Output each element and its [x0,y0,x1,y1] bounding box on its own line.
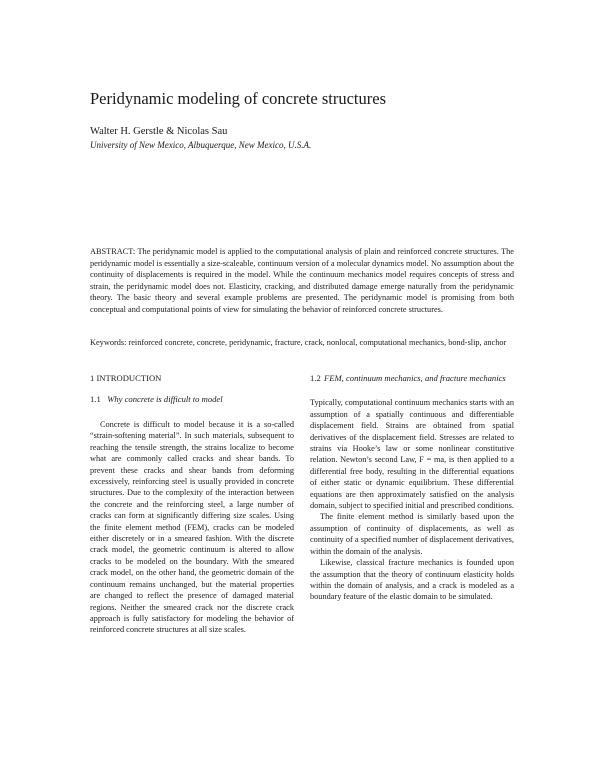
left-column [90,373,294,636]
subsection-title: FEM, continuum mechanics, and fracture mechanics [324,373,506,383]
section-heading-introduction: 1 INTRODUCTION [90,373,162,383]
author-names: Walter H. Gerstle & Nicolas Sau [90,126,228,137]
subsection-number: 1.2 [310,373,321,383]
author-affiliation: University of New Mexico, Albuquerque, New Mexico, U.S.A. [90,140,312,150]
subsection-heading-1-2 [310,373,514,384]
body-paragraph: Likewise, classical fracture mechanics is founded upon the assumption that the theory of continuum elasticity holds within the domain of analysis, and a crack is modeled as a boundary feature of the elastic domain to be simulated. [310,558,514,602]
subsection-heading-1-1 [90,394,294,405]
subsection-title: Why concrete is difficult to model [107,394,223,404]
body-paragraph: Concrete is difficult to model because it is a so-called “strain-softening material”. In such materials, subsequent to reaching the tensile strength, the strains localize to become what are commonly called cracks and shear bands. To prevent these cracks and shear bands from deforming excessively, reinforcing steel is usually provided in concrete structures. Due to the complexity of the interaction between the concrete and the reinforcing steel, a large number of cracks can form at significantly differing size scales. Using the finite element method (FEM), cracks can be modeled either discretely or in a smeared fashion. With the discrete crack model, the geometric continuum is altered to allow cracks to be modeled on the boundary. With the smeared crack model, on the other hand, the geometric domain of the continuum remains unchanged, but the material properties are changed to reflect the presence of damaged material regions. Neither the smeared crack nor the discrete crack approach is fully satisfactory for modeling the behavior of reinforced concrete structures at all size scales. [90,420,294,635]
abstract: ABSTRACT: The peridynamic model is applied to the computational analysis of plain and reinforced concrete structures. The peridynamic model is essentially a size-scaleable, continuum version of a molecular dynamics model. No assumption about the continuity of displacements is required in the model. While the continuum mechanics model requires concepts of stress and strain, the peridynamic model does not. Elasticity, cracking, and distributed damage emerge naturally from the peridynamic theory. The basic theory and several example problems are presented. The peridynamic model is promising from both conceptual and computational points of view for simulating the behavior of reinforced concrete structures. [90,247,514,314]
paper-title: Peridynamic modeling of concrete structures [90,89,386,108]
right-column [310,373,514,603]
body-paragraph: Typically, computational continuum mechanics starts with an assumption of a spatially continuous and differentiable displacement field. Strains are obtained from spatial derivatives of the displacement field. Stresses are related to strains via Hooke’s law or some nonlinear constitutive relation. Newton’s second Law, F = ma, is then applied to a differential free body, resulting in the differential equations of either static or dynamic equilibrium. These differential equations are then approximately satisfied on the analysis domain, subject to specified initial and prescribed conditions. [310,398,514,511]
subsection-number: 1.1 [90,394,101,404]
body-paragraph: The finite element method is similarly based upon the assumption of continuity of displacements, as well as continuity of a specified number of displacement derivatives, within the domain of the analysis. [310,512,514,556]
keywords: Keywords: reinforced concrete, concrete, peridynamic, fracture, crack, nonlocal, computational mechanics, bond-slip, anchor [90,338,507,347]
